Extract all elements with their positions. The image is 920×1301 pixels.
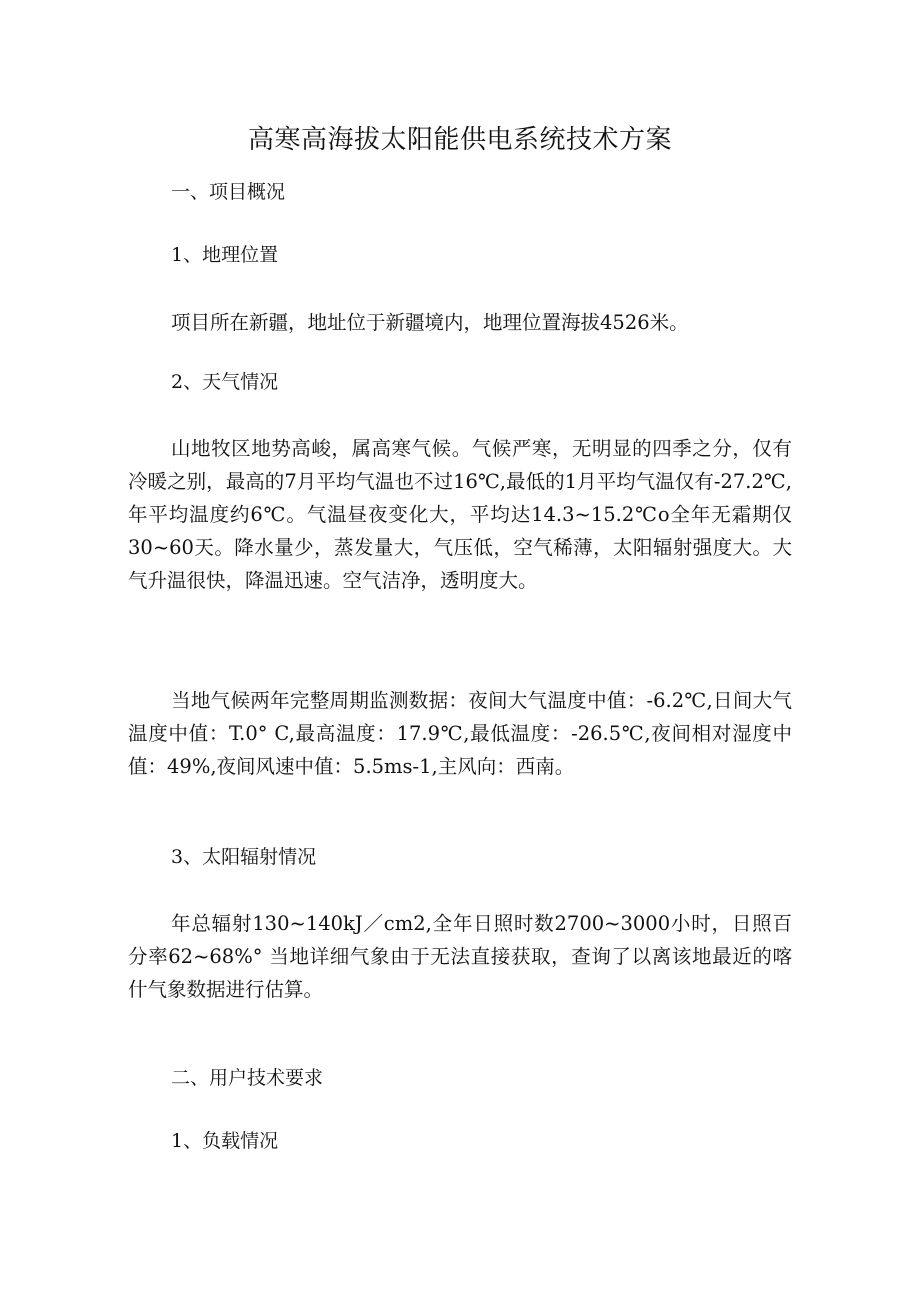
subheading-geographic-location: 1、地理位置 [171, 244, 279, 266]
paragraph-geographic-location: 项目所在新疆，地址位于新疆境内，地理位置海拔4526米。 [171, 311, 689, 334]
paragraph-solar-radiation: 年总辐射130~140kJ／cm2,全年日照时数2700~3000小时，日照百分率62~68%° 当地详细气象由于无法直接获取，查询了以离该地最近的喀什气象数据进行估算。 [128, 912, 792, 1001]
paragraph-weather-climate: 山地牧区地势高峻，属高寒气候。气候严寒，无明显的四季之分，仅有冷暖之别，最高的7月平均气温也不过16℃,最低的1月平均气温仅有-27.2℃,年平均温度约6℃。气温昼夜变化大，平均达14.3~15.2℃o全年无霜期仅30~60天。降水量少，蒸发量大，气压低，空气稀薄，太阳辐射强度大。大气升温很快，降温迅速。空气洁净，透明度大。 [128, 437, 792, 592]
subheading-solar-radiation: 3、太阳辐射情况 [171, 846, 317, 868]
section-heading-project-overview: 一、项目概况 [171, 181, 286, 203]
paragraph-weather-monitoring: 当地气候两年完整周期监测数据：夜间大气温度中值：-6.2℃,日间大气温度中值：T.0° C,最高温度：17.9℃,最低温度：-26.5℃,夜间相对湿度中值：49%,夜间风速中值：5.5ms-1,主风向：西南。 [128, 689, 792, 778]
subheading-weather: 2、天气情况 [171, 371, 279, 393]
section-heading-user-requirements: 二、用户技术要求 [171, 1067, 324, 1089]
document-title: 高寒高海拔太阳能供电系统技术方案 [247, 125, 672, 155]
subheading-load-conditions: 1、负载情况 [171, 1130, 279, 1152]
